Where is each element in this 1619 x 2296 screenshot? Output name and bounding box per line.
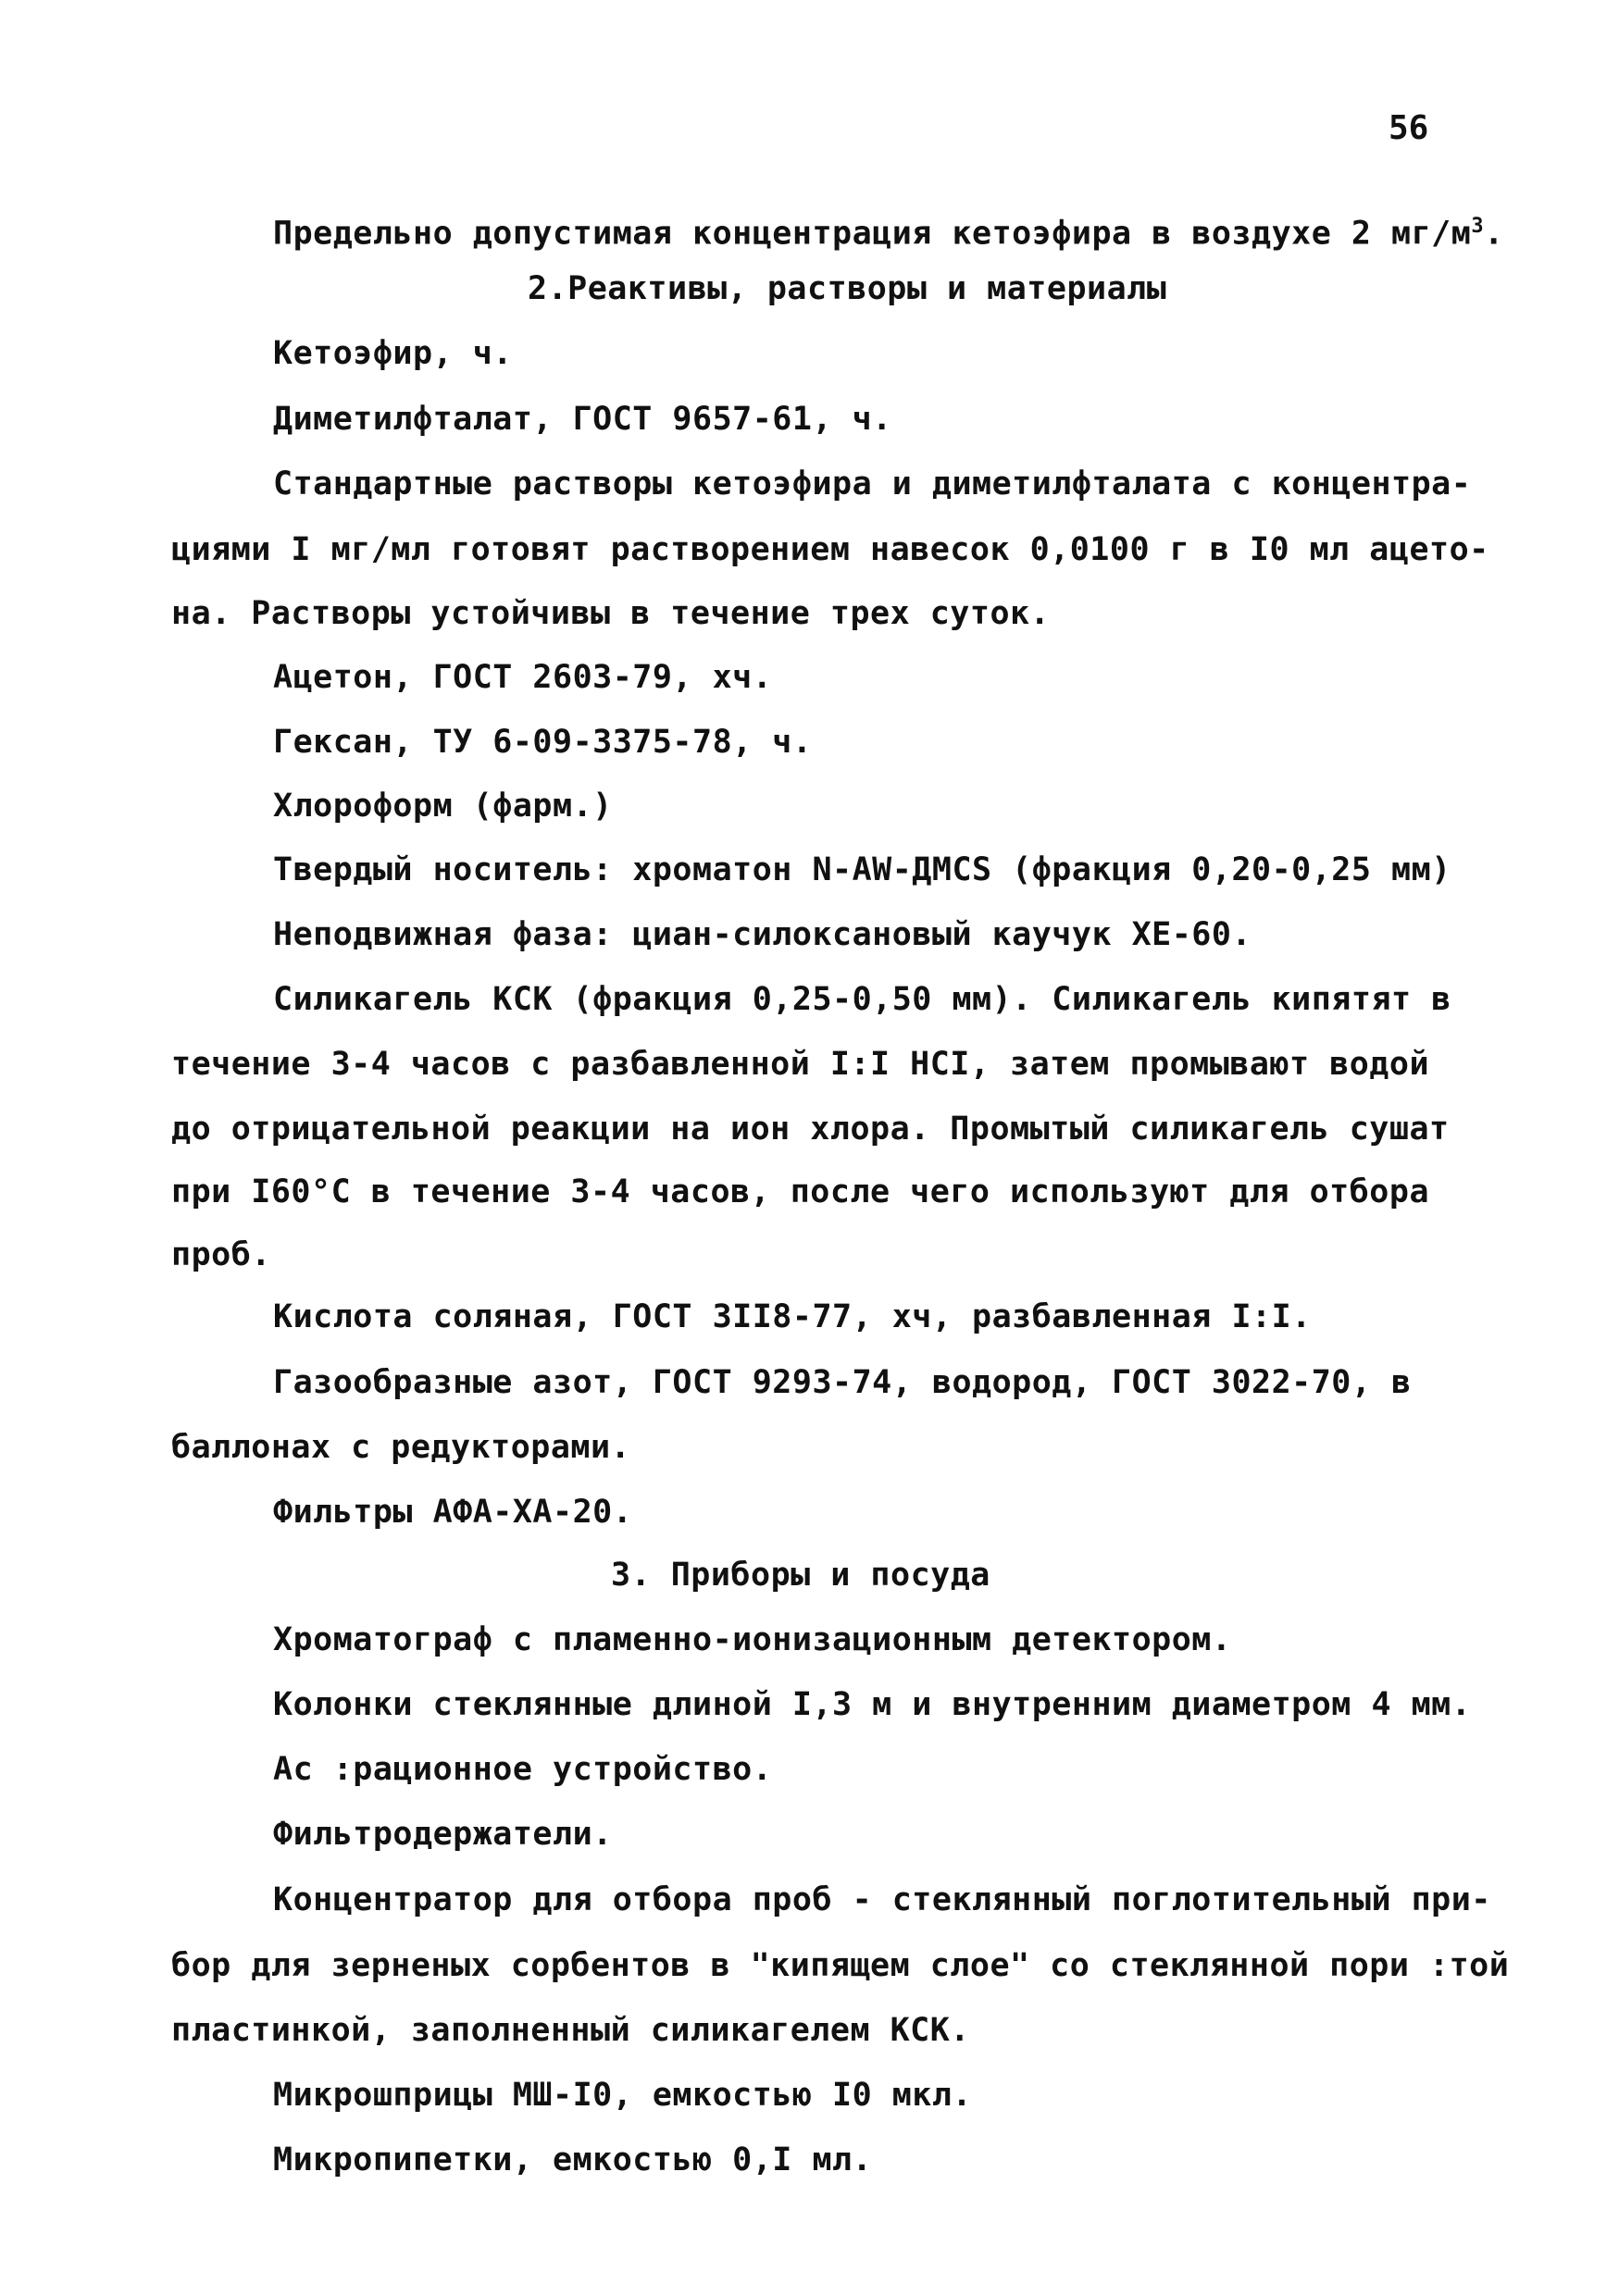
reagent-line: циями I мг/мл готовят растворением навесок 0,0100 г в I0 мл ацето-: [171, 531, 1489, 568]
equipment-line: Концентратор для отбора проб - стеклянный поглотительный при-: [273, 1881, 1491, 1918]
equipment-line: бор для зерненых сорбентов в "кипящем слое" со стеклянной пори :той: [171, 1947, 1510, 1984]
reagent-line: течение 3-4 часов с разбавленной I:I HCI, затем промывают водой: [171, 1046, 1430, 1083]
intro-paragraph: [273, 215, 1504, 253]
intro-text: Предельно допустимая концентрация кетоэфира в воздухе 2 мг/м: [273, 215, 1472, 253]
equipment-line: Фильтродержатели.: [273, 1816, 613, 1853]
reagent-line: до отрицательной реакции на ион хлора. Промытый силикагель сушат: [171, 1111, 1450, 1148]
equipment-line: пластинкой, заполненный силикагелем КСК.: [171, 2012, 970, 2049]
reagent-line: при I60°С в течение 3-4 часов, после чего используют для отбора: [171, 1173, 1430, 1210]
reagent-line: Неподвижная фаза: циан-силоксановый каучук ХЕ-60.: [273, 916, 1252, 953]
reagent-line: Силикагель КСК (фракция 0,25-0,50 мм). Силикагель кипятят в: [273, 981, 1451, 1018]
section-2-heading: 2.Реактивы, растворы и материалы: [528, 270, 1167, 307]
intro-superscript: 3: [1471, 215, 1485, 238]
equipment-line: Хроматограф с пламенно-ионизационным детектором.: [273, 1621, 1232, 1658]
reagent-line: на. Растворы устойчивы в течение трех суток.: [171, 595, 1051, 632]
equipment-line: Микропипетки, емкостью 0,I мл.: [273, 2141, 873, 2178]
intro-end: .: [1484, 215, 1504, 253]
reagent-line: Диметилфталат, ГОСТ 9657-61, ч.: [273, 401, 892, 438]
reagent-line: Кетоэфир, ч.: [273, 335, 513, 372]
equipment-line: Ас :рационное устройство.: [273, 1751, 773, 1788]
equipment-line: Колонки стеклянные длиной I,3 м и внутренним диаметром 4 мм.: [273, 1686, 1472, 1723]
reagent-line: Кислота соляная, ГОСТ 3II8-77, хч, разбавленная I:I.: [273, 1298, 1312, 1335]
equipment-line: Микрошприцы МШ-I0, емкостью I0 мкл.: [273, 2077, 973, 2114]
reagent-line: Твердый носитель: хроматон N-AW-ДМСS (фракция 0,20-0,25 мм): [273, 851, 1451, 888]
reagent-line: Хлороформ (фарм.): [273, 788, 613, 825]
reagent-line: Фильтры АФА-ХА-20.: [273, 1494, 633, 1531]
reagent-line: Гексан, ТУ 6-09-3375-78, ч.: [273, 724, 813, 761]
reagent-line: Газообразные азот, ГОСТ 9293-74, водород, ГОСТ 3022-70, в: [273, 1364, 1412, 1401]
reagent-line: Ацетон, ГОСТ 2603-79, хч.: [273, 659, 773, 696]
section-3-heading: 3. Приборы и посуда: [611, 1557, 990, 1594]
reagent-line: Стандартные растворы кетоэфира и диметилфталата с концентра-: [273, 465, 1472, 503]
page-number: 56: [1389, 109, 1429, 147]
reagent-line: баллонах с редукторами.: [171, 1429, 631, 1466]
reagent-line: проб.: [171, 1236, 271, 1273]
